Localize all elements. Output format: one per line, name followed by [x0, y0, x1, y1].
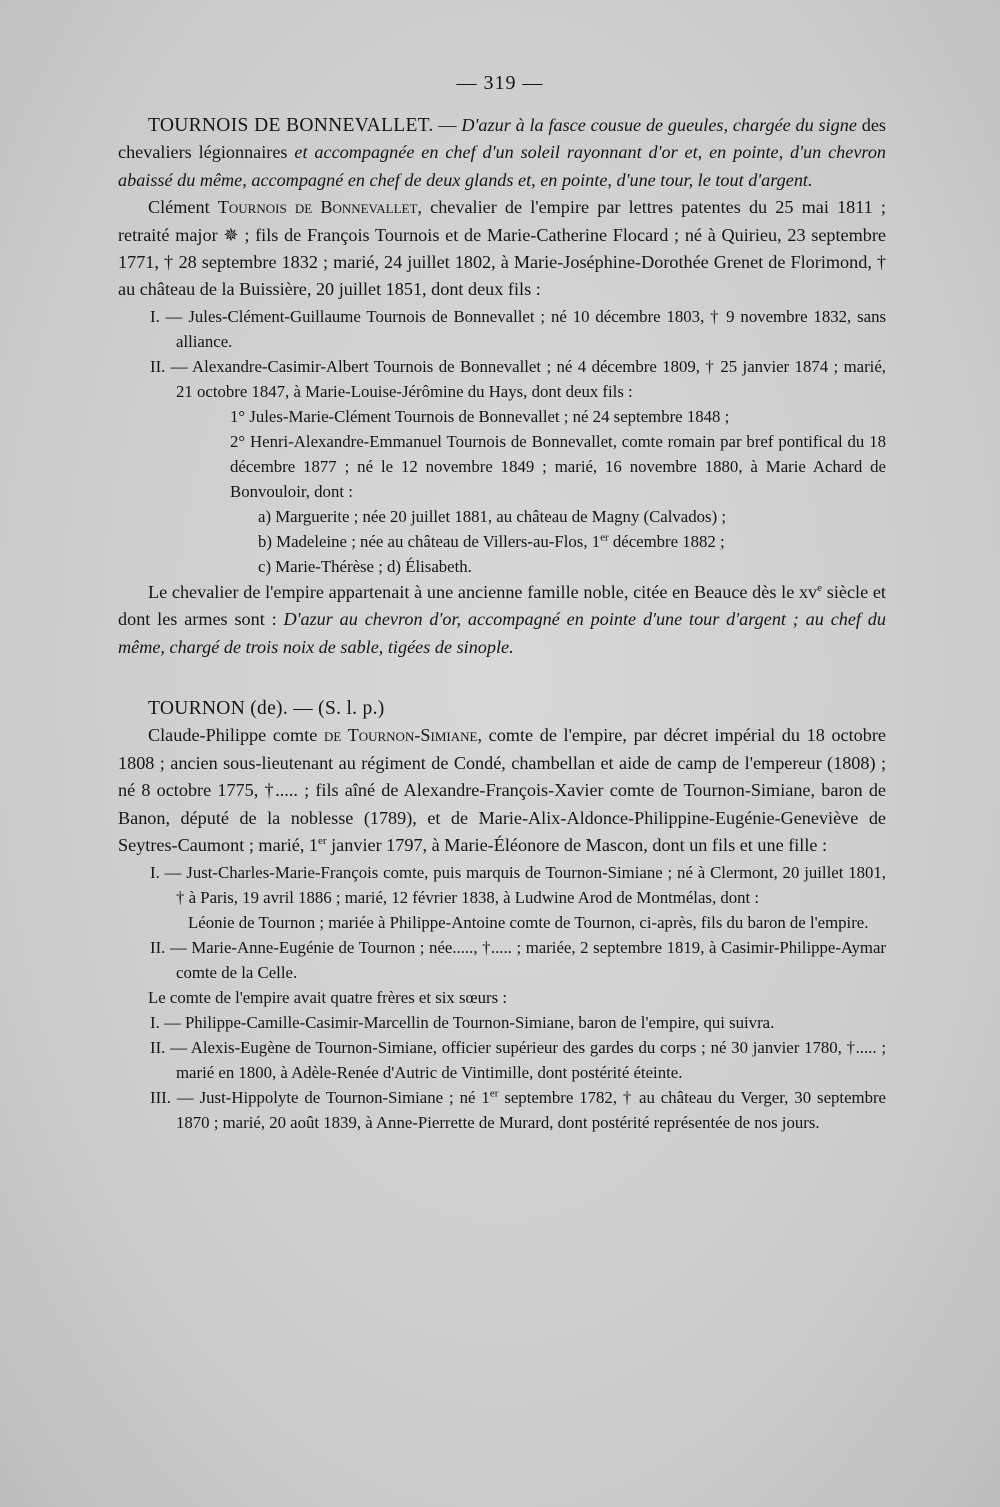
text-run: , comte de l'empire, par décret impérial du 18 octobre 1808 ; ancien sous-lieutenant au régiment de Condé, chambellan et aide de camp de l'empereur (1808) ; né 8 octobre 1775, †..... ; fils aîné de Alexandre-François-Xavier comte de Tournon-Simiane, baron de Banon, député de la noblesse (1789), et de Marie-Alix-Aldonce-Philippine-Eugénie-Geneviève de Seytres-Caumont ; marié, 1 [118, 725, 886, 856]
paragraph-claude-philippe [118, 722, 886, 859]
child-entry: II. — Marie-Anne-Eugénie de Tournon ; née....., †..... ; mariée, 2 septembre 1819, à Casimir-Philippe-Aymar comte de la Celle. [150, 937, 886, 982]
page-number: — 319 — [456, 72, 544, 94]
sibling-entry: I. — Philippe-Camille-Casimir-Marcellin de Tournon-Simiane, baron de l'empire, qui suivra. [150, 1012, 775, 1032]
grandchild-entry: Léonie de Tournon ; mariée à Philippe-Antoine comte de Tournon, ci-après, fils du baron de l'empire. [188, 912, 869, 932]
person-name: Tournois de Bonnevallet [217, 197, 418, 218]
text-run: décembre 1882 ; [608, 531, 725, 551]
entry-heading-tournois [118, 112, 886, 194]
superscript: er [600, 531, 609, 544]
text-run: , chevalier de l'empire par lettres patentes du 25 mai 1811 ; retraité major ✵ ; fils de François Tournois et de Marie-Catherine Flocard ; né à Quirieu, 23 septembre 1771, † 28 septembre 1832 ; marié, 24 juillet 1802, à Marie-Joséphine-Dorothée Grenet de Florimond, † au château de la Buissière, 20 juillet 1851, dont deux fils : [118, 197, 886, 300]
entry-title: TOURNON (de). — (S. l. p.) [148, 698, 385, 720]
sibling-entry: II. — Alexis-Eugène de Tournon-Simiane, officier supérieur des gardes du corps ; né 30 janvier 1780, †..... ; marié en 1800, à Adèle-Renée d'Autric de Vintimille, dont postérité éteinte. [150, 1037, 886, 1082]
blazon-part: D'azur à la fasce cousue de gueules, chargée du signe [461, 115, 857, 135]
child-entry: I. — Just-Charles-Marie-François comte, puis marquis de Tournon-Simiane ; né à Clermont, 20 juillet 1801, † à Paris, 19 avril 1886 ; marié, 12 février 1838, à Ludwine Arod de Montmélas, dont : [150, 862, 886, 907]
paragraph-siblings: Le comte de l'empire avait quatre frères et six sœurs : [148, 987, 508, 1007]
dash: — [433, 115, 462, 135]
text-run: septembre 1782, † au château du Verger, 30 septembre 1870 ; marié, 20 août 1839, à Anne-Pierrette de Murard, dont postérité représentée de nos jours. [176, 1087, 886, 1132]
blazon-part: des chevaliers légionnaires [118, 115, 886, 163]
entry-separator [118, 661, 886, 695]
entry-title: TOURNOIS DE BONNEVALLET. [148, 115, 434, 136]
blazon-part: D'azur au chevron d'or, accompagné en pointe d'une tour d'argent ; au chef du même, chargé de trois noix de sable, tigées de sinople. [118, 609, 886, 657]
paragraph-family-note [118, 579, 886, 661]
text-run: siècle et dont les armes sont : [118, 581, 886, 630]
sibling-entry [118, 1085, 886, 1135]
text-run: janvier 1797, à Marie-Éléonore de Mascon, dont un fils et une fille : [326, 835, 828, 856]
superscript: e [817, 581, 823, 594]
great-grandchild-entry [118, 529, 886, 554]
text-run: Clément [148, 197, 218, 218]
grandchild-entry: 2° Henri-Alexandre-Emmanuel Tournois de Bonnevallet, comte romain par bref pontifical du 18 décembre 1877 ; né le 12 novembre 1849 ; marié, 16 novembre 1880, à Marie Achard de Bonvouloir, dont : [230, 431, 886, 501]
superscript: er [318, 835, 327, 848]
superscript: er [489, 1086, 499, 1099]
text-run: Le chevalier de l'empire appartenait à une ancienne famille noble, citée en Beauce dès le xv [148, 581, 818, 602]
blazon-part: et accompagnée en chef d'un soleil rayonnant d'or et, en pointe, d'un chevron abaissé du même, accompagné en chef de deux glands et, en pointe, d'une tour, le tout d'argent. [118, 142, 887, 190]
page-body [118, 112, 886, 1135]
text-run: b) Madeleine ; née au château de Villers-au-Flos, 1 [258, 531, 601, 551]
paragraph-clement [118, 194, 886, 304]
great-grandchild-entry: a) Marguerite ; née 20 juillet 1881, au château de Magny (Calvados) ; [258, 506, 727, 526]
child-entry: II. — Alexandre-Casimir-Albert Tournois de Bonnevallet ; né 4 décembre 1809, † 25 janvier 1874 ; marié, 21 octobre 1847, à Marie-Louise-Jérômine du Hays, dont deux fils : [150, 356, 886, 401]
grandchild-entry: 1° Jules-Marie-Clément Tournois de Bonnevallet ; né 24 septembre 1848 ; [230, 406, 730, 426]
great-grandchild-entry: c) Marie-Thérèse ; d) Élisabeth. [258, 556, 472, 576]
entry-heading-tournon [118, 695, 886, 722]
person-name: de Tournon-Simiane [323, 725, 478, 746]
text-run: Claude-Philippe comte [148, 725, 324, 746]
child-entry: I. — Jules-Clément-Guillaume Tournois de Bonnevallet ; né 10 décembre 1803, † 9 novembre 1832, sans alliance. [150, 306, 886, 351]
text-run: III. — Just-Hippolyte de Tournon-Simiane ; né 1 [150, 1087, 490, 1107]
